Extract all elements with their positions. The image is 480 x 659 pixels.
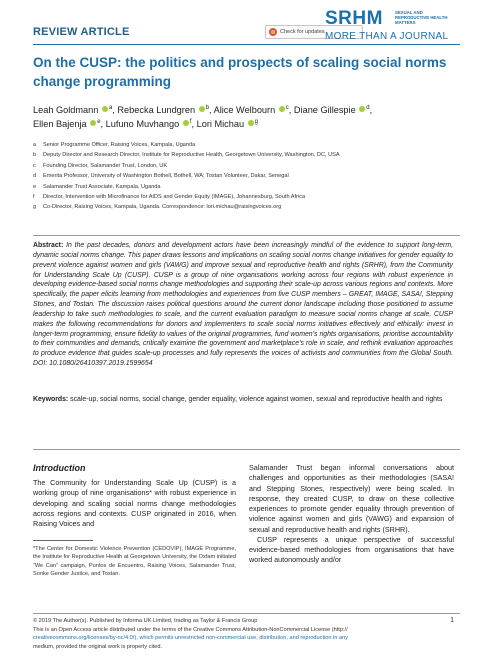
author-name: Lufuno Muvhango $^f$, bbox=[105, 118, 195, 129]
license-footer bbox=[33, 617, 443, 651]
footnote-divider bbox=[33, 540, 93, 541]
affiliation-item: a Senior Programme Officer, Raising Voices, Kampala, Uganda bbox=[33, 142, 196, 148]
affiliation-item: e Salamander Trust Associate, Kampala, Uganda bbox=[33, 183, 161, 190]
page-number: 1 bbox=[450, 617, 454, 624]
author-name: Alice Welbourn $^c$, bbox=[213, 104, 292, 115]
journal-logo bbox=[325, 8, 460, 48]
orcid-icon[interactable] bbox=[248, 120, 254, 126]
page-header bbox=[33, 8, 460, 46]
check-for-updates-label: Check for updates bbox=[280, 29, 325, 35]
affiliation-item: b Deputy Director and Research Director, Institute for Reproductive Health, Georgetown University, Washington, DC, USA bbox=[33, 152, 340, 159]
abstract-top-divider bbox=[33, 235, 460, 236]
crossmark-icon bbox=[269, 28, 277, 36]
affiliation-item: c Founding Director, Salamander Trust, London, UK bbox=[33, 162, 168, 169]
affiliation-item: f Director, Intervention with Microfinance for AIDS and Gender Equity (IMAGE), Johannesburg, South Africa bbox=[33, 194, 306, 201]
intro-paragraph: The Community for Understanding Scale Up (CUSP) is a working group of nine organisations* with robust experience in developing and scaling social norms change methodologies across regions and contexts. CUSP originated in 2016, when Raising Voices and bbox=[33, 478, 236, 528]
keywords-label: Keywords: bbox=[33, 396, 69, 403]
header-divider bbox=[33, 44, 460, 45]
journal-full-name: SEXUAL AND REPRODUCTIVE HEALTH MATTERS bbox=[395, 10, 448, 25]
orcid-icon[interactable] bbox=[183, 120, 189, 126]
abstract-label: Abstract: bbox=[33, 242, 64, 249]
abstract-text: In the past decades, donors and development actors have been increasingly mindful of the evidence to support long-term, dynamic social norms change. This paper draws lessons and implications on scaling social norms change initiatives for gender equality to prevent violence against women and girls (VAWG) and improve sexual and reproductive health and rights (SRHR), from the Community for Understanding Scale Up (CUSP). CUSP is a group of nine organisations working across four regions with robust experience in developing evidence-based social norms change methodologies and supporting their scale-up across various regions and contexts. More specifically, the paper elicits learning from methodologies and experiences from five CUSP members – GREAT, IMAGE, SASA!, Stepping Stones, and Tostan. The discussion raises political questions around the current donor landscape including those positioned to assume leadership to take such methodologies to scale, and the current evaluation paradigm to measure social norms change at scale. CUSP makes the following recommendations for donors and implementers to scale social norms initiatives effectively and ethically: invest in longer-term programming, ensure fidelity to values of the original programmes, fund women’s rights organisations, prioritise accountability to their communities and demands, critically examine the government and marketplace’s role in scale, and rethink evaluation approaches to produce evidence that guides scale-up processes and fully represents the voices of activists and communities from the Global South. DOI: 10.1080/26410397.2019.1599654 bbox=[33, 242, 453, 368]
orcid-icon[interactable] bbox=[102, 106, 108, 112]
journal-tagline: MORE THAN A JOURNAL bbox=[325, 31, 449, 42]
license-link[interactable]: creativecommons.org/licenses/by-nc/4.0/), which permits unrestricted non-commercial use, distribution, and reproduction in any bbox=[33, 635, 348, 642]
author-name: Ellen Bajenja $^e$, bbox=[33, 118, 104, 129]
author-name: Leah Goldmann $^a$, bbox=[33, 104, 115, 115]
author-name: Diane Gillespie $^d$, bbox=[293, 104, 373, 115]
article-type-label: REVIEW ARTICLE bbox=[33, 26, 130, 38]
abstract-bottom-divider bbox=[33, 449, 460, 450]
intro-paragraph-second: CUSP represents a unique perspective of successful evidence-based methodologies from organisations that have worked autonomously and/or bbox=[249, 534, 454, 565]
right-column bbox=[249, 463, 454, 566]
keywords-text: scale-up, social norms, social change, gender equality, violence against women, sexual and reproductive health and rights bbox=[70, 396, 443, 403]
affiliation-item: g Co-Director, Raising Voices, Kampala, Uganda. Correspondence: lori.michau@raisingvoices.org bbox=[33, 204, 282, 211]
orcid-icon[interactable] bbox=[359, 106, 365, 112]
orcid-icon[interactable] bbox=[199, 106, 205, 112]
author-name: Lori Michau $^g$ bbox=[196, 118, 258, 129]
license-line: This is an Open Access article distributed under the terms of the Creative Commons Attribution-NonCommercial License (http:// bbox=[33, 626, 348, 633]
abstract bbox=[33, 241, 453, 369]
article-title: On the CUSP: the politics and prospects of scaling social norms change programming bbox=[33, 55, 447, 89]
author-name: Rebecka Lundgren $^b$, bbox=[117, 104, 212, 115]
affiliation-item: d Emerita Professor, University of Washington Bothell, Bothell, WA; Tostan Volunteer, Dakar, Senegal bbox=[33, 173, 289, 180]
author-list bbox=[33, 103, 453, 131]
orcid-icon[interactable] bbox=[90, 120, 96, 126]
keywords bbox=[33, 395, 453, 405]
copyright-line: © 2019 The Author(s). Published by Informa UK Limited, trading as Taylor & Francis Group bbox=[33, 618, 258, 624]
journal-abbreviation: SRHM bbox=[325, 8, 383, 29]
footer-divider bbox=[33, 613, 460, 614]
affiliation-list bbox=[33, 140, 463, 213]
left-column bbox=[33, 463, 236, 529]
intro-paragraph-continued: Salamander Trust began informal conversations about challenges and opportunities as their methodologies (SASA! and Stepping Stones, respectively) were being scaled. In response, they created CUSP, to draw on these collective experiences to promote gender equality through prevention of violence against women and girls (VAWG) and expansion of sexual and reproductive health and rights (SRHR). bbox=[249, 463, 454, 534]
section-heading-introduction: Introduction bbox=[33, 463, 86, 473]
license-line: medium, provided the original work is properly cited. bbox=[33, 643, 163, 650]
orcid-icon[interactable] bbox=[279, 106, 285, 112]
footnote: *The Center for Domestic Violence Prevention (CEDOVIP), IMAGE Programme, the Institute for Reproductive Health at Georgetown University, the Oxfam initiated “We Can” campaign, Puntos de Encuentro, Raising Voices, Salamander Trust, Sonke Gender Justice, and Tostan. bbox=[33, 546, 236, 577]
